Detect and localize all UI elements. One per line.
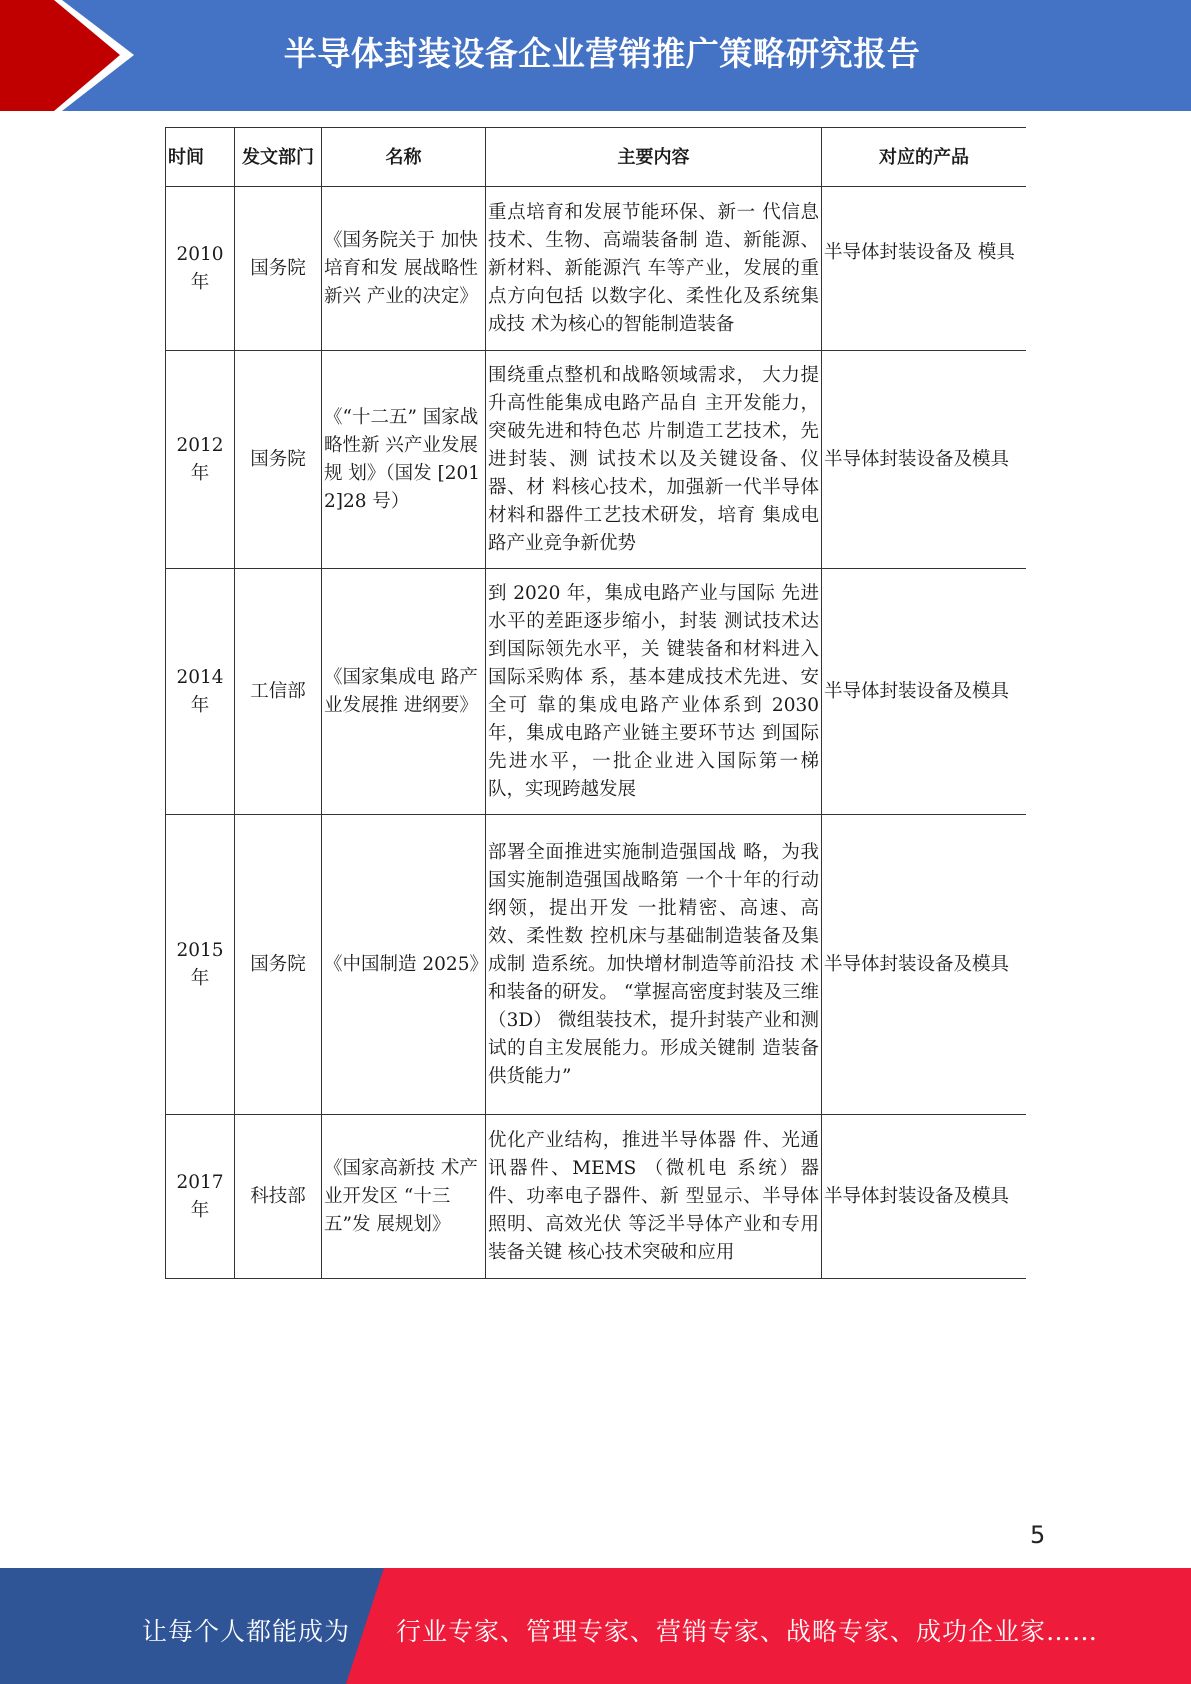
row-product: 半导体封装设备及模具 xyxy=(822,569,1027,815)
row-year: 2012年 xyxy=(166,351,235,569)
header-name: 名称 xyxy=(322,128,486,187)
row-year: 2017年 xyxy=(166,1115,235,1279)
row-dept: 工信部 xyxy=(235,569,322,815)
row-policy-name: 《国务院关于 加快培育和发 展战略性新兴 产业的决定》 xyxy=(322,187,486,351)
row-year: 2014年 xyxy=(166,569,235,815)
page-footer xyxy=(0,1568,1191,1684)
header-product: 对应的产品 xyxy=(822,128,1027,187)
table-header-row xyxy=(166,128,1027,187)
policy-table-container xyxy=(165,127,1026,1281)
table-row xyxy=(166,815,1027,1115)
table-row xyxy=(166,351,1027,569)
row-year: 2010年 xyxy=(166,187,235,351)
row-policy-name: 《“十二五” 国家战略性新 兴产业发展规 划》（国发 [2012]28 号） xyxy=(322,351,486,569)
header-content: 主要内容 xyxy=(486,128,822,187)
table-row xyxy=(166,569,1027,815)
row-content: 重点培育和发展节能环保、新一 代信息技术、生物、高端装备制 造、新能源、新材料、新能源汽 车等产业，发展的重点方向包括 以数字化、柔性化及系统集成技 术为核心的智能制造装备 xyxy=(486,187,822,351)
row-policy-name: 《国家集成电 路产业发展推 进纲要》 xyxy=(322,569,486,815)
row-dept: 国务院 xyxy=(235,351,322,569)
header-dept: 发文部门 xyxy=(235,128,322,187)
row-policy-name: 《中国制造 2025》 xyxy=(322,815,486,1115)
table-row xyxy=(166,187,1027,351)
row-product: 半导体封装设备及模具 xyxy=(822,815,1027,1115)
row-dept: 国务院 xyxy=(235,815,322,1115)
header-time: 时间 xyxy=(166,128,235,187)
row-policy-name: 《国家高新技 术产业开发区 “十三五”发 展规划》 xyxy=(322,1115,486,1279)
table-row xyxy=(166,1115,1027,1279)
row-product: 半导体封装设备及 模具 xyxy=(822,187,1027,351)
row-content: 围绕重点整机和战略领域需求， 大力提升高性能集成电路产品自 主开发能力，突破先进和特色芯 片制造工艺技术，先进封装、测 试技术以及关键设备、仪器、材 料核心技术，加强新一代半导体 材料和器件工艺技术研发，培育 集成电路产业竞争新优势 xyxy=(486,351,822,569)
row-year: 2015年 xyxy=(166,815,235,1115)
row-content: 部署全面推进实施制造强国战 略，为我国实施制造强国战略第 一个十年的行动纲领，提出开发 一批精密、高速、高效、柔性数 控机床与基础制造装备及集成制 造系统。加快增材制造等前沿技 术和装备的研发。 “掌握高密度封装及三维（3D） 微组装技术，提升封装产业和测 试的自主发展能力。形成关键制 造装备供货能力” xyxy=(486,815,822,1115)
row-content: 优化产业结构，推进半导体器 件、光通讯器件、MEMS （微机电 系统）器件、功率电子器件、新 型显示、半导体照明、高效光伏 等泛半导体产业和专用装备关键 核心技术突破和应用 xyxy=(486,1115,822,1279)
page-header xyxy=(0,0,1191,111)
row-product: 半导体封装设备及模具 xyxy=(822,1115,1027,1279)
policy-table xyxy=(165,127,1026,1279)
footer-slogan-left: 让每个人都能成为 xyxy=(142,1617,351,1646)
report-title: 半导体封装设备企业营销推广策略研究报告 xyxy=(283,34,921,73)
row-dept: 科技部 xyxy=(235,1115,322,1279)
footer-slogan-right: 行业专家、管理专家、营销专家、战略专家、成功企业家…… xyxy=(396,1617,1099,1646)
row-content: 到 2020 年，集成电路产业与国际 先进水平的差距逐步缩小，封装 测试技术达到国际领先水平，关 键装备和材料进入国际采购体 系，基本建成技术先进、安全可 靠的集成电路产业体系到 2030 年，集成电路产业链主要环节达 到国际先进水平，一批企业进入国际第一梯队，实现跨越发展 xyxy=(486,569,822,815)
page-number: 5 xyxy=(1030,1521,1046,1549)
row-dept: 国务院 xyxy=(235,187,322,351)
row-product: 半导体封装设备及模具 xyxy=(822,351,1027,569)
